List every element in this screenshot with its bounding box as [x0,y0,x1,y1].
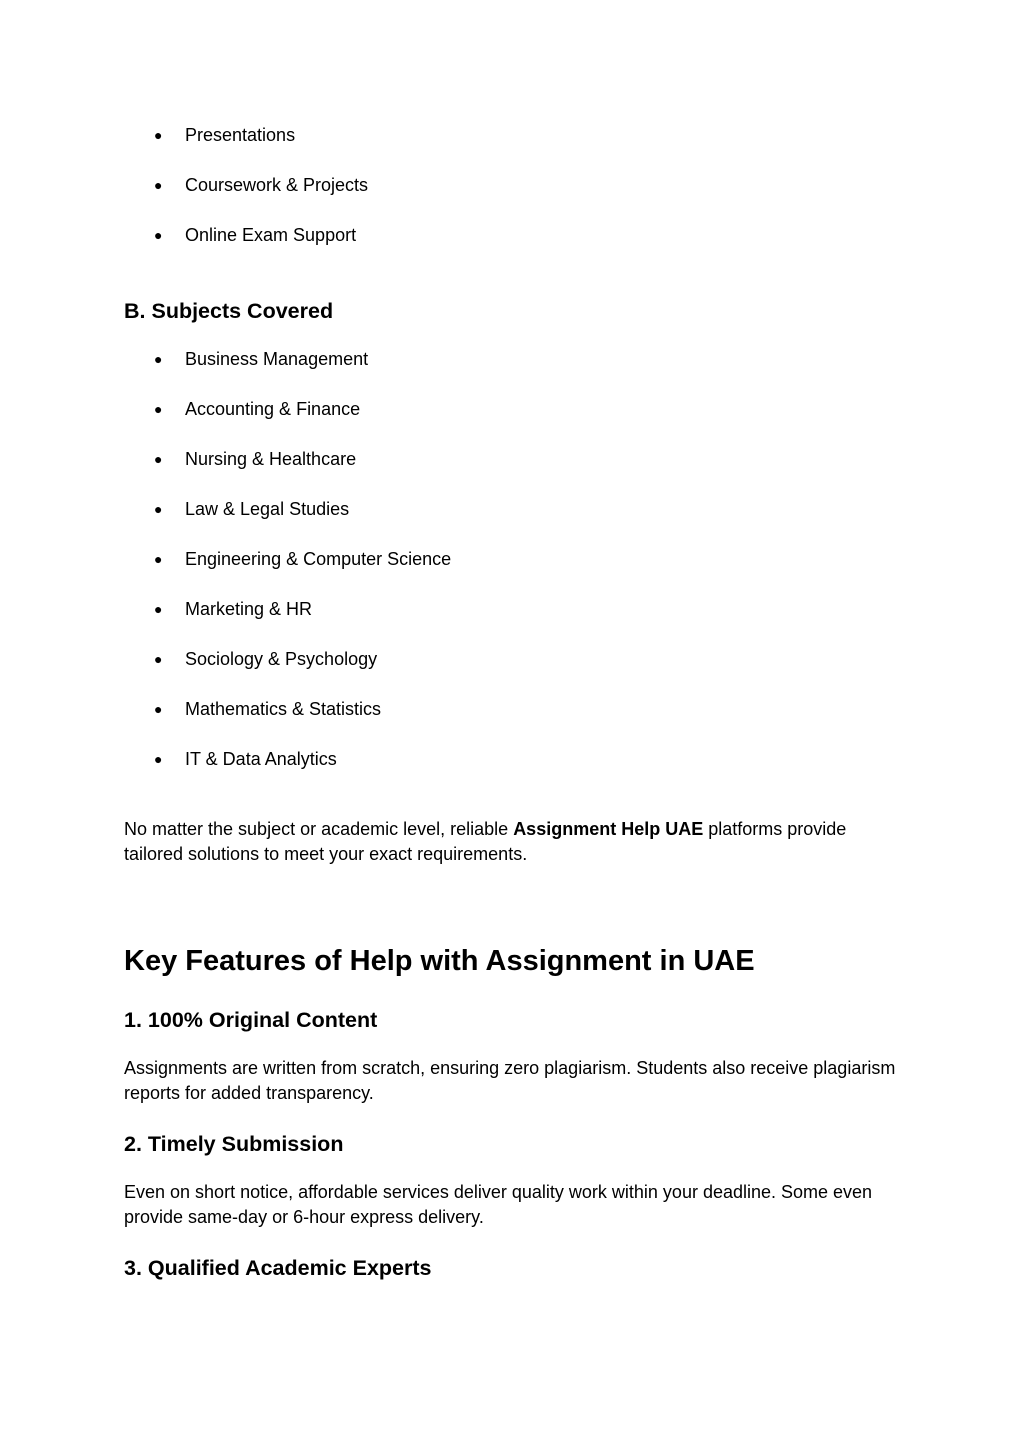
list-item [154,748,337,770]
list-item [154,174,368,196]
list-item-text: Nursing & Healthcare [185,449,357,469]
feature-title: 3. Qualified Academic Experts [124,1256,432,1280]
summary-text-before: No matter the subject or academic level, reliable [124,819,514,839]
list-item [154,398,360,420]
bullet-icon: ● [154,601,163,617]
list-item-text: Online Exam Support [185,225,357,245]
summary-text-after: platforms provide tailored solutions to meet your exact requirements. [124,819,847,864]
feature-body: Assignments are written from scratch, ensuring zero plagiarism. Students also receive plagiarism reports for added transparency. [124,1058,896,1103]
summary-paragraph [124,817,904,867]
list-item [154,598,312,620]
list-item-text: Accounting & Finance [185,399,361,419]
list-item [154,448,356,470]
bullet-icon: ● [154,127,163,143]
list-item-text: Presentations [185,125,296,145]
bullet-icon: ● [154,751,163,767]
bullet-icon: ● [154,451,163,467]
list-item [154,348,368,370]
summary-bold-keyword: Assignment Help UAE [513,819,704,839]
bullet-icon: ● [154,651,163,667]
list-item [154,224,356,246]
bullet-icon: ● [154,401,163,417]
bullet-icon: ● [154,351,163,367]
list-item-text: Business Management [185,349,369,369]
list-item [154,698,381,720]
list-item-text: Engineering & Computer Science [185,549,452,569]
subjects-heading: B. Subjects Covered [124,299,334,323]
list-item-text: Law & Legal Studies [185,499,350,519]
bullet-icon: ● [154,551,163,567]
list-item [154,548,451,570]
bullet-icon: ● [154,501,163,517]
bullet-icon: ● [154,701,163,717]
features-heading: Key Features of Help with Assignment in UAE [124,945,755,977]
bullet-icon: ● [154,177,163,193]
bullet-icon: ● [154,227,163,243]
list-item [154,498,349,520]
list-item-text: Marketing & HR [185,599,313,619]
list-item [154,648,377,670]
feature-title: 1. 100% Original Content [124,1008,378,1032]
list-item-text: Sociology & Psychology [185,649,378,669]
feature-body: Even on short notice, affordable services deliver quality work within your deadline. Some even provide same-day or 6-hour express delivery. [124,1182,873,1227]
list-item [154,124,295,146]
list-item-text: IT & Data Analytics [185,749,337,769]
feature-title: 2. Timely Submission [124,1132,344,1156]
list-item-text: Coursework & Projects [185,175,369,195]
list-item-text: Mathematics & Statistics [185,699,382,719]
